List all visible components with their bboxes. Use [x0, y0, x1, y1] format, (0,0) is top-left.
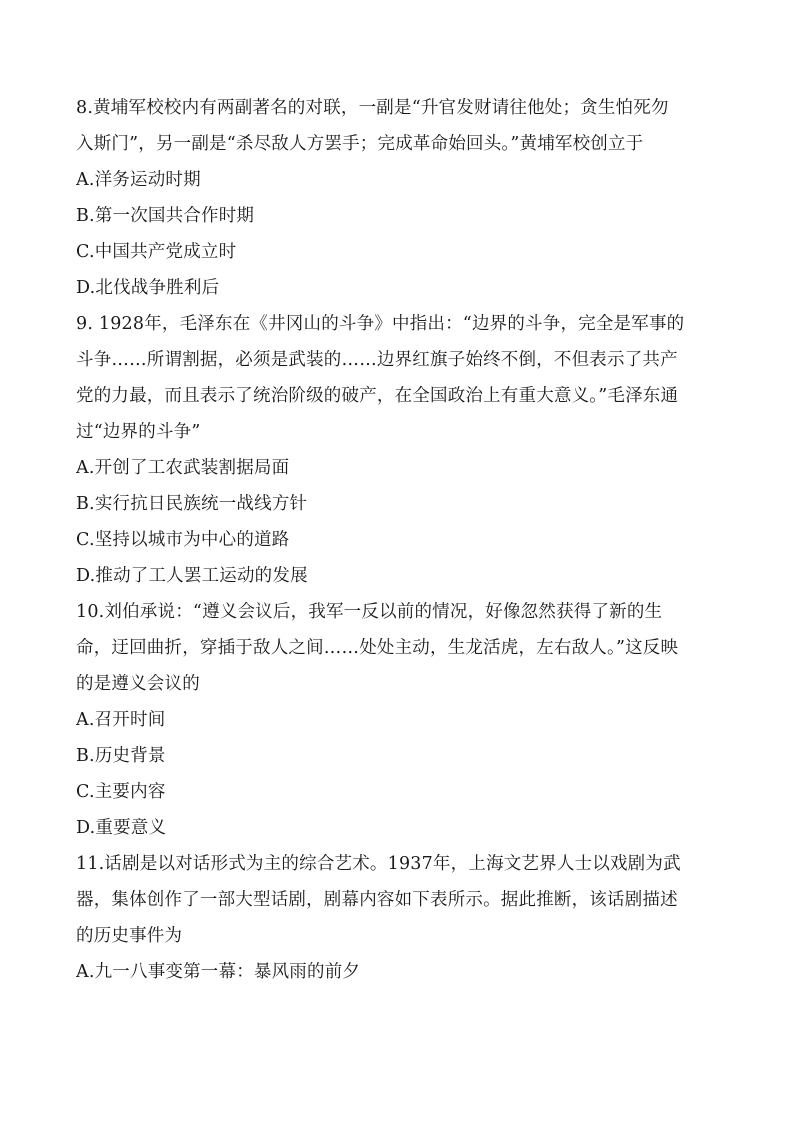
question-8-stem-line-2: 入斯门”，另一副是“杀尽敌人方罢手；完成革命始回头。”黄埔军校创立于: [76, 134, 644, 154]
question-list: [76, 94, 726, 994]
question-10-option-d: D.重要意义: [76, 818, 167, 838]
question-10-stem-line-2: 命，迂回曲折，穿插于敌人之间……处处主动，生龙活虎，左右敌人。”这反映: [76, 638, 679, 658]
question-10-option-b: B.历史背景: [76, 746, 166, 766]
question-9-stem-line-4: 过“边界的斗争”: [76, 422, 201, 442]
question-8: [76, 94, 726, 310]
question-8-stem-line-1: 8.黄埔军校校内有两副著名的对联，一副是“升官发财请往他处；贪生怕死勿: [76, 98, 669, 118]
question-9-option-a: A.开创了工农武装割据局面: [76, 458, 290, 478]
question-8-option-a: A.洋务运动时期: [76, 170, 201, 190]
question-9-stem-line-1: 9. 1928年，毛泽东在《井冈山的斗争》中指出：“边界的斗争，完全是军事的: [76, 314, 685, 334]
question-10: [76, 598, 726, 850]
question-9-option-b: B.实行抗日民族统一战线方针: [76, 494, 308, 514]
question-11-stem-line-1: 11.话剧是以对话形式为主的综合艺术。1937年，上海文艺界人士以戏剧为武: [76, 854, 681, 874]
question-10-option-a: A.召开时间: [76, 710, 166, 730]
question-11-stem-line-2: 器，集体创作了一部大型话剧，剧幕内容如下表所示。据此推断，该话剧描述: [76, 890, 678, 910]
question-8-option-c: C.中国共产党成立时: [76, 242, 237, 262]
question-11-option-a: A.九一八事变第一幕：暴风雨的前夕: [76, 962, 361, 982]
question-9-stem-line-3: 党的力最，而且表示了统治阶级的破产，在全国政治上有重大意义。”毛泽东通: [76, 386, 679, 406]
question-9: [76, 310, 726, 598]
question-10-option-c: C.主要内容: [76, 782, 166, 802]
question-10-stem-line-1: 10.刘伯承说：“遵义会议后，我军一反以前的情况，好像忽然获得了新的生: [76, 602, 663, 622]
question-8-option-d: D.北伐战争胜利后: [76, 278, 220, 298]
question-9-stem-line-2: 斗争……所谓割据，必须是武装的……边界红旗子始终不倒，不但表示了共产: [76, 350, 678, 370]
question-11-stem-line-3: 的历史事件为: [76, 926, 183, 946]
question-9-option-c: C.坚持以城市为中心的道路: [76, 530, 290, 550]
question-9-option-d: D.推动了工人罢工运动的发展: [76, 566, 308, 586]
question-11: [76, 850, 726, 994]
question-8-option-b: B.第一次国共合作时期: [76, 206, 255, 226]
question-10-stem-line-3: 的是遵义会议的: [76, 674, 200, 694]
